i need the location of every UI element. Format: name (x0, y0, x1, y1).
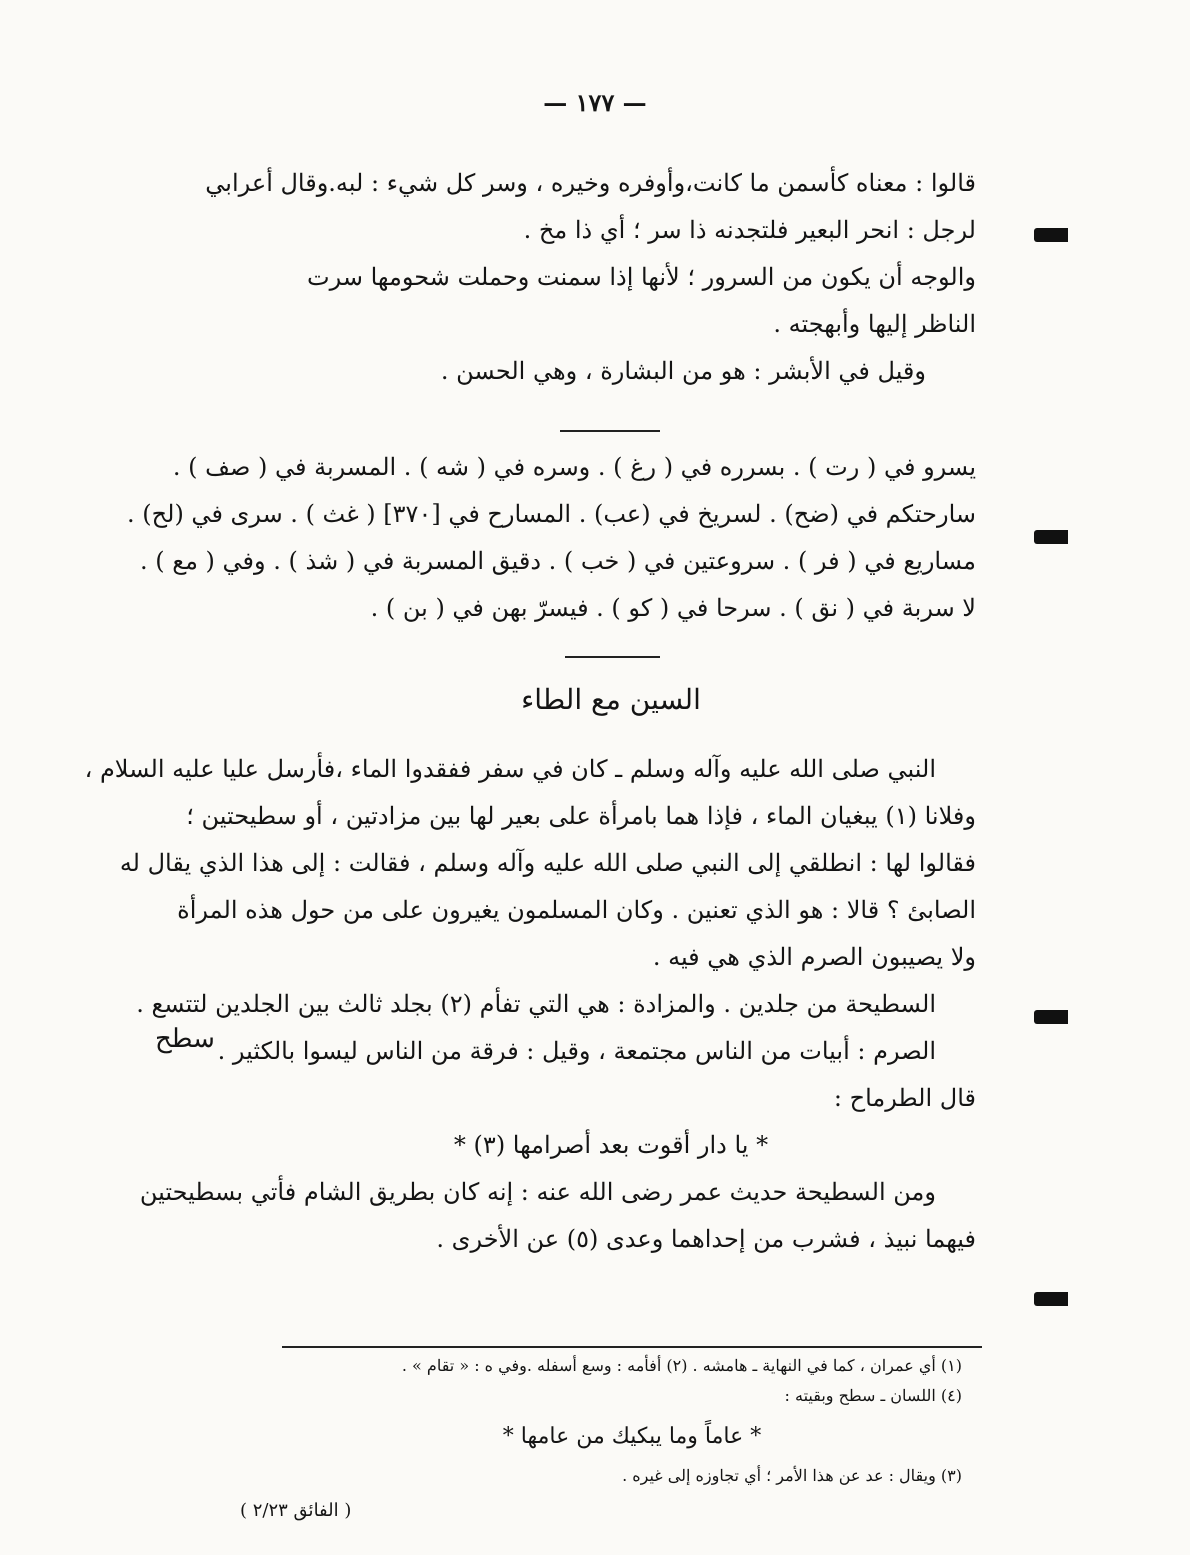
footnote-line: (٣) ويقال : عد عن هذا الأمر ؛ أي تجاوزه إلى غيره . (622, 1466, 962, 1485)
ref-line: يسرو في ( رت ) . بسرره في ( رغ ) . وسره في ( شه ) . المسربة في ( صف ) . (172, 453, 976, 481)
scan-edge-mark (1034, 530, 1068, 544)
section-divider (560, 430, 660, 432)
text-line: لرجل : انحر البعير فلتجدنه ذا سر ؛ أي ذا مخ . (523, 216, 976, 244)
footnote-line: (١) أي عمران ، كما في النهاية ـ هامشه . (٢) أفأمه : وسع أسفله .وفي ه : « تقام » . (401, 1356, 962, 1375)
footnote-poem: * عاماً وما يبكيك من عامها * (502, 1424, 762, 1449)
footnote-line: (٤) اللسان ـ سطح وبقيته : (784, 1386, 962, 1405)
text-line: وقيل في الأبشر : هو من البشارة ، وهي الحسن . (440, 357, 926, 385)
ref-line: لا سربة في ( نق ) . سرحا في ( كو ) . فيسرّ بهن في ( بن ) . (370, 594, 976, 622)
text-line: قالوا : معناه كأسمن ما كانت،وأوفره وخيره ، وسر كل شيء : لبه.وقال أعرابي (205, 169, 976, 197)
text-line: والوجه أن يكون من السرور ؛ لأنها إذا سمنت وحملت شحومها سرت (307, 263, 976, 291)
footnote-divider (282, 1346, 982, 1348)
text-line: الصرم : أبيات من الناس مجتمعة ، وقيل : فرقة من الناس ليسوا بالكثير . (217, 1037, 936, 1065)
text-line: الناظر إليها وأبهجته . (773, 310, 976, 338)
poem-verse: * يا دار أقوت بعد أصرامها (٣) * (453, 1131, 769, 1159)
text-line: ومن السطيحة حديث عمر رضى الله عنه : إنه كان بطريق الشام فأتي بسطيحتين (139, 1178, 936, 1206)
top-paragraph (205, 160, 976, 395)
ref-line: سارحتكم في (ضح) . لسريخ في (عب) . المسارح في [٣٧٠] ( غث ) . سرى في (لح) . (127, 500, 976, 528)
text-line: النبي صلى الله عليه وآله وسلم ـ كان في سفر ففقدوا الماء ،فأرسل عليا عليه السلام ، (84, 755, 936, 783)
page-footer: ( الفائق ٢/٢٣ ) (240, 1500, 352, 1521)
section-divider (565, 656, 660, 658)
text-line: قال الطرماح : (833, 1084, 976, 1112)
scan-edge-mark (1034, 228, 1068, 242)
section-heading: السين مع الطاء (521, 683, 701, 716)
ref-line: مساريع في ( فر ) . سروعتين في ( خب ) . دقيق المسربة في ( شذ ) . وفي ( مع ) . (140, 547, 976, 575)
cross-references (127, 444, 976, 632)
text-line: فقالوا لها : انطلقي إلى النبي صلى الله عليه وآله وسلم ، فقالت : إلى هذا الذي يقال له (119, 849, 976, 877)
scan-edge-mark (1034, 1010, 1068, 1024)
text-line: وفلانا (١) يبغيان الماء ، فإذا هما بامرأة على بعير لها بين مزادتين ، أو سطيحتين ؛ (186, 802, 976, 830)
text-line: الصابئ ؟ قالا : هو الذي تعنين . وكان المسلمون يغيرون على من حول هذه المرأة (177, 896, 976, 924)
text-line: فيهما نبيذ ، فشرب من إحداهما وعدى (٥) عن الأخرى . (436, 1225, 976, 1253)
text-line: السطيحة من جلدين . والمزادة : هي التي تفأم (٢) بجلد ثالث بين الجلدين لتتسع . (136, 990, 936, 1018)
page-number: — ١٧٧ — (543, 88, 647, 117)
text-line: ولا يصيبون الصرم الذي هي فيه . (652, 943, 976, 971)
scan-edge-mark (1034, 1292, 1068, 1306)
margin-root-word: سطح (155, 1024, 215, 1054)
